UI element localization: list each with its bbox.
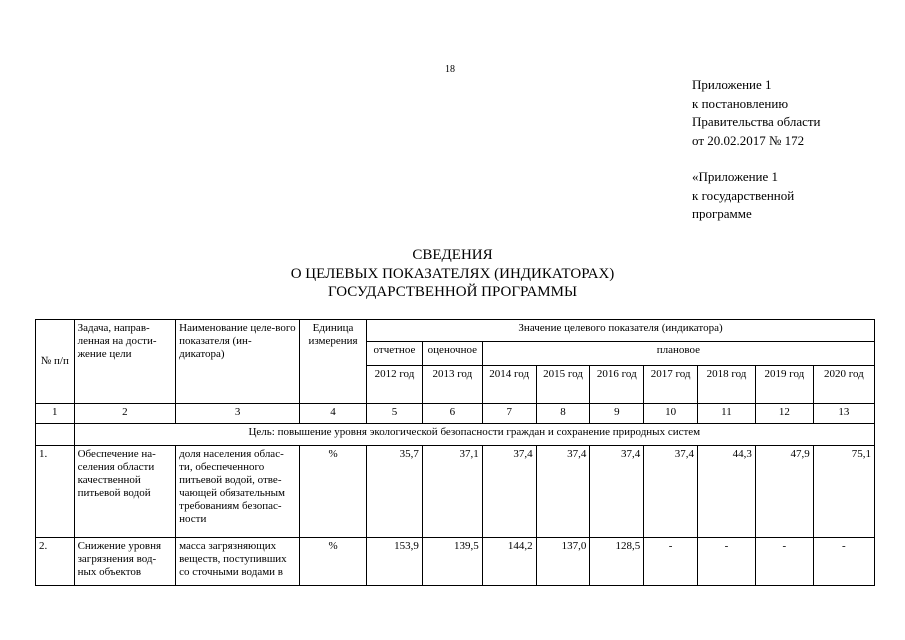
row-value: - (644, 538, 698, 586)
column-number: 6 (422, 404, 482, 424)
title-line: О ЦЕЛЕВЫХ ПОКАЗАТЕЛЯХ (ИНДИКАТОРАХ) (290, 265, 615, 282)
row-num: 1. (36, 446, 75, 538)
row-num: 2. (36, 538, 75, 586)
row-value: 35,7 (367, 446, 423, 538)
header-unit: Единица измерения (300, 320, 367, 404)
row-value: 37,4 (482, 446, 536, 538)
header-planned: плановое (482, 342, 874, 366)
row-indicator: доля населения облас-ти, обеспеченного питьевой водой, отве-чающей обязательным требованиям безопас-ности (176, 446, 300, 538)
row-value: 139,5 (422, 538, 482, 586)
title-line: ГОСУДАРСТВЕННОЙ ПРОГРАММЫ (327, 284, 578, 300)
appendix-block (692, 76, 821, 224)
table-row (36, 538, 875, 586)
title-line: СВЕДЕНИЯ (412, 247, 493, 263)
row-value: 44,3 (698, 446, 756, 538)
header-year: 2017 год (644, 366, 698, 404)
table-row (36, 446, 875, 538)
header-year: 2014 год (482, 366, 536, 404)
row-value: 75,1 (813, 446, 874, 538)
row-task: Снижение уровня загрязнения вод-ных объектов (74, 538, 176, 586)
header-year: 2020 год (813, 366, 874, 404)
header-task: Задача, направ-ленная на дости-жение цели (74, 320, 176, 404)
indicators-table (35, 319, 875, 586)
header-reported: отчетное (367, 342, 423, 366)
column-number: 13 (813, 404, 874, 424)
column-number: 3 (176, 404, 300, 424)
header-estimated: оценочное (422, 342, 482, 366)
row-value: - (698, 538, 756, 586)
header-indicator: Наименование целе-вого показателя (ин-дикатора) (176, 320, 300, 404)
document-title (0, 246, 905, 302)
goal-row-spacer (36, 424, 75, 446)
header-num: № п/п (36, 320, 75, 404)
row-value: 37,4 (644, 446, 698, 538)
appendix-line: Правительства области (692, 114, 821, 129)
row-unit: % (300, 446, 367, 538)
row-value: 144,2 (482, 538, 536, 586)
row-value: 47,9 (755, 446, 813, 538)
column-number: 7 (482, 404, 536, 424)
column-number: 9 (590, 404, 644, 424)
column-number: 2 (74, 404, 176, 424)
row-value: - (755, 538, 813, 586)
column-number: 4 (300, 404, 367, 424)
header-year: 2013 год (422, 366, 482, 404)
column-number: 12 (755, 404, 813, 424)
goal-row: Цель: повышение уровня экологической безопасности граждан и сохранение природных систем (74, 424, 874, 446)
appendix-line: от 20.02.2017 № 172 (692, 132, 805, 148)
row-value: 37,4 (590, 446, 644, 538)
row-value: 37,4 (536, 446, 590, 538)
row-value: 37,1 (422, 446, 482, 538)
row-task: Обеспечение на-селения области качественной питьевой водой (74, 446, 176, 538)
column-number: 5 (367, 404, 423, 424)
header-year: 2015 год (536, 366, 590, 404)
column-number: 11 (698, 404, 756, 424)
appendix-line: Приложение 1 (692, 77, 772, 92)
row-value: 137,0 (536, 538, 590, 586)
header-value-group: Значение целевого показателя (индикатора) (367, 320, 875, 342)
column-number: 1 (36, 404, 75, 424)
appendix-line: к постановлению (692, 95, 789, 111)
page-number: 18 (445, 64, 455, 75)
header-year: 2019 год (755, 366, 813, 404)
row-value: - (813, 538, 874, 586)
column-number: 10 (644, 404, 698, 424)
header-year: 2016 год (590, 366, 644, 404)
row-indicator: масса загрязняющих веществ, поступивших со сточными водами в (176, 538, 300, 586)
column-number: 8 (536, 404, 590, 424)
appendix-quote-line: к государственной (692, 187, 795, 203)
appendix-quote-line: «Приложение 1 (692, 169, 779, 184)
row-value: 153,9 (367, 538, 423, 586)
row-value: 128,5 (590, 538, 644, 586)
row-unit: % (300, 538, 367, 586)
header-year: 2018 год (698, 366, 756, 404)
header-year: 2012 год (367, 366, 423, 404)
appendix-quote-line: программе (692, 206, 752, 221)
